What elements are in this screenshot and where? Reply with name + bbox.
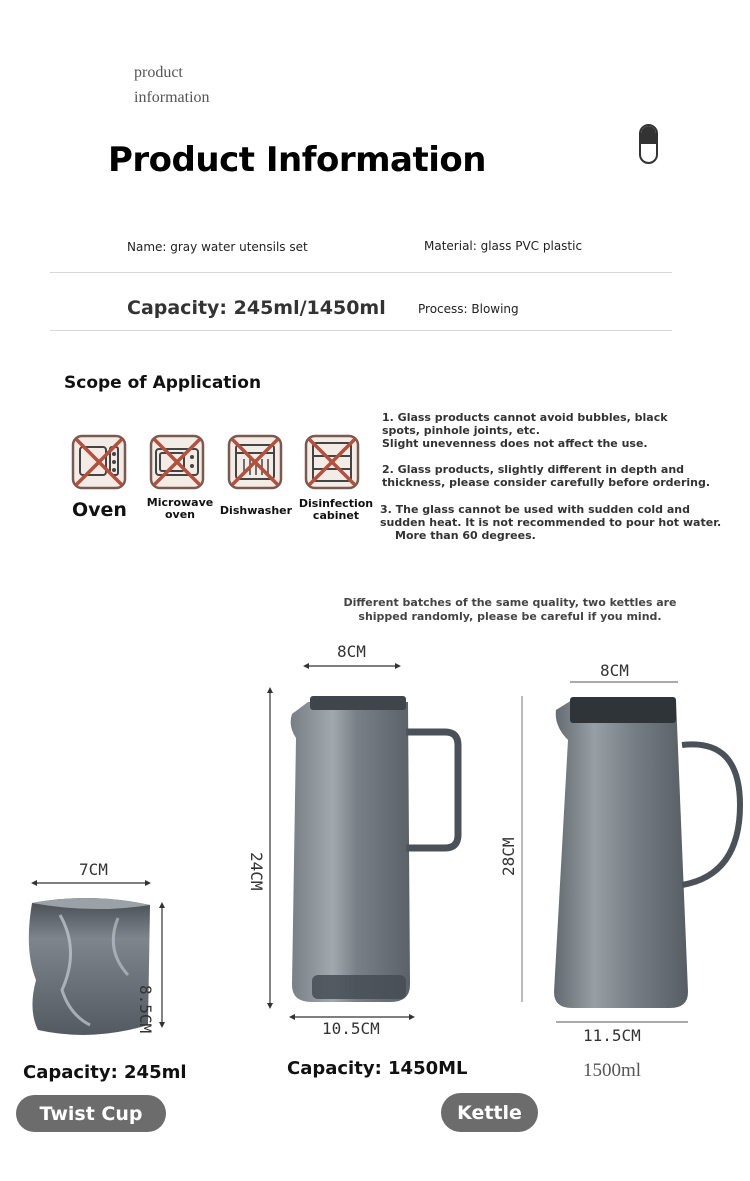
cup-capacity: Capacity: 245ml [23,1062,187,1083]
kettle1-top-label: 8CM [337,642,366,661]
oven-label: Oven [72,499,127,521]
spec-material: Material: glass PVC plastic [424,239,583,253]
note-2: 2. Glass products, slightly different in depth and thickness, please consider carefully before ordering. [382,463,711,489]
divider [50,330,672,331]
product-illustration [0,630,750,1050]
divider [50,272,672,273]
page-title: Product Information [108,140,486,180]
dishwasher-label: Dishwasher [219,504,293,517]
cup-width-label: 7CM [79,860,108,879]
kettle2-bottom-label: 11.5CM [583,1026,641,1045]
twist-cup-badge: Twist Cup [16,1095,166,1132]
microwave-prohibited-icon [148,433,206,491]
scope-heading: Scope of Application [64,373,262,393]
cup-height-label: 8.5CM [136,985,155,1034]
kettle2-top-label: 8CM [600,661,629,680]
note-1: 1. Glass products cannot avoid bubbles, black spots, pinhole joints, etc. Slight unevenness does not affect the use. [382,411,668,450]
note-3: 3. The glass cannot be used with sudden cold and sudden heat. It is not recommended to pour hot water. More than 60 degrees. [380,503,722,542]
batch-note: Different batches of the same quality, two kettles are shipped randomly, please be careful if you mind. [343,596,677,623]
kettle1-capacity: Capacity: 1450ML [287,1058,468,1079]
kettle2-height-label: 28CM [499,837,518,876]
eyebrow-text: product information [134,64,210,106]
spec-name: Name: gray water utensils set [127,240,308,254]
kettle2-capacity: 1500ml [583,1060,642,1081]
oven-prohibited-icon [70,433,128,491]
kettle-badge: Kettle [441,1093,538,1132]
kettle-1500-image [522,682,740,1022]
microwave-label: Microwave oven [146,496,214,521]
disinfection-cabinet-prohibited-icon [303,433,361,491]
dishwasher-prohibited-icon [226,433,284,491]
spec-process: Process: Blowing [418,302,519,316]
disinfection-cabinet-label: Disinfection cabinet [298,497,374,522]
kettle1-bottom-label: 10.5CM [322,1019,380,1038]
toggle-icon [639,124,658,164]
spec-capacity: Capacity: 245ml/1450ml [127,297,386,319]
kettle1-height-label: 24CM [247,852,266,891]
kettle-1450-image [270,666,458,1017]
